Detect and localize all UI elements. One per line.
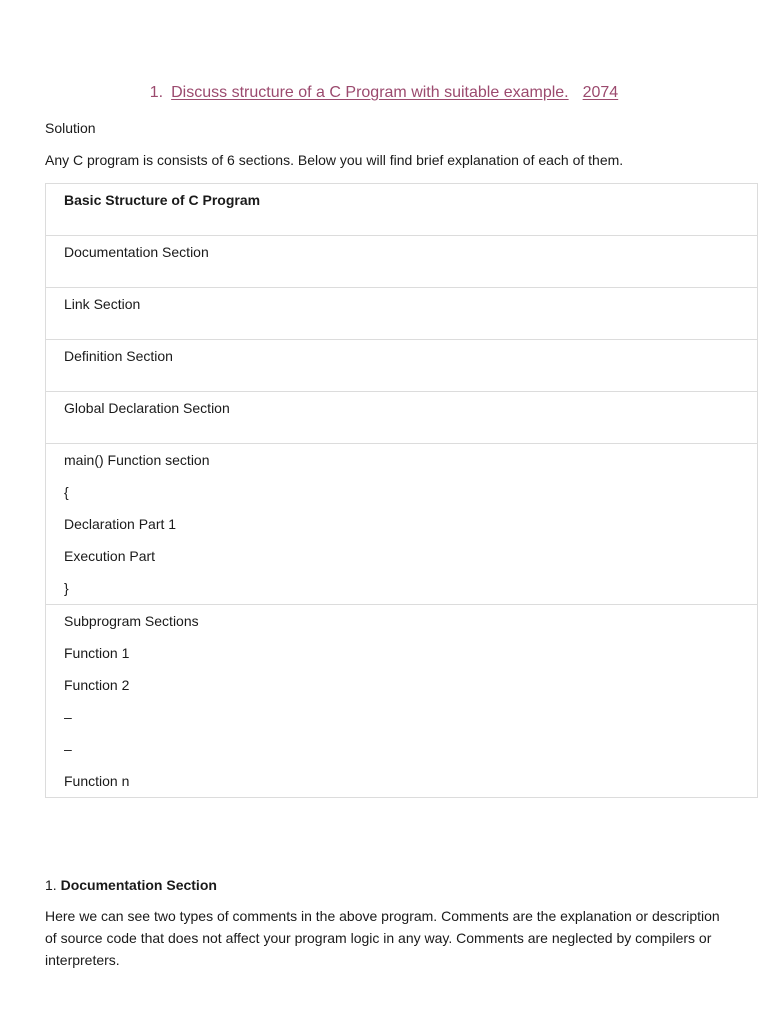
table-cell-line: Function 1 <box>64 645 130 661</box>
section-heading-documentation <box>45 874 217 896</box>
table-row <box>46 340 758 392</box>
structure-table <box>45 183 758 798</box>
table-row <box>46 288 758 340</box>
table-cell-title: main() Function section <box>64 452 210 468</box>
table-cell-line: – <box>64 741 72 757</box>
table-cell <box>46 605 758 798</box>
table-header-row <box>46 184 758 236</box>
table-cell-line: { <box>64 484 69 500</box>
table-cell-title: Global Declaration Section <box>64 400 230 416</box>
table-cell-title: Subprogram Sections <box>64 613 199 629</box>
table-cell <box>46 288 758 340</box>
question-year: 2074 <box>582 84 619 101</box>
table-cell <box>46 340 758 392</box>
section-number: 1. <box>45 877 57 893</box>
table-row <box>46 605 758 798</box>
table-cell-line: Execution Part <box>64 548 156 564</box>
table-cell-title: Documentation Section <box>64 244 209 260</box>
table-cell <box>46 236 758 288</box>
table-header-text: Basic Structure of C Program <box>64 192 261 208</box>
question-heading <box>0 83 768 103</box>
table-cell-line: Declaration Part 1 <box>64 516 177 532</box>
table-cell <box>46 444 758 605</box>
table-row <box>46 444 758 605</box>
question-number: 1. <box>149 84 164 101</box>
table-cell-line: Function n <box>64 773 130 789</box>
question-link[interactable] <box>171 84 618 101</box>
table-cell-title: Link Section <box>64 296 141 312</box>
section-title: Documentation Section <box>60 877 217 893</box>
table-cell <box>46 392 758 444</box>
table-row <box>46 236 758 288</box>
table-row <box>46 392 758 444</box>
table-cell-line: – <box>64 709 72 725</box>
intro-text: Any C program is consists of 6 sections. Below you will find brief explanation of each of them. <box>45 152 624 168</box>
table-header-cell <box>46 184 758 236</box>
table-cell-line: Function 2 <box>64 677 130 693</box>
table-cell-line: } <box>64 580 69 596</box>
solution-label: Solution <box>45 120 96 136</box>
question-text: Discuss structure of a C Program with suitable example. <box>171 84 569 101</box>
table-cell-title: Definition Section <box>64 348 173 364</box>
section-body-text: Here we can see two types of comments in the above program. Comments are the explanation or description of source code that does not affect your program logic in any way. Comments are neglected by compilers or interpreters. <box>45 908 720 968</box>
